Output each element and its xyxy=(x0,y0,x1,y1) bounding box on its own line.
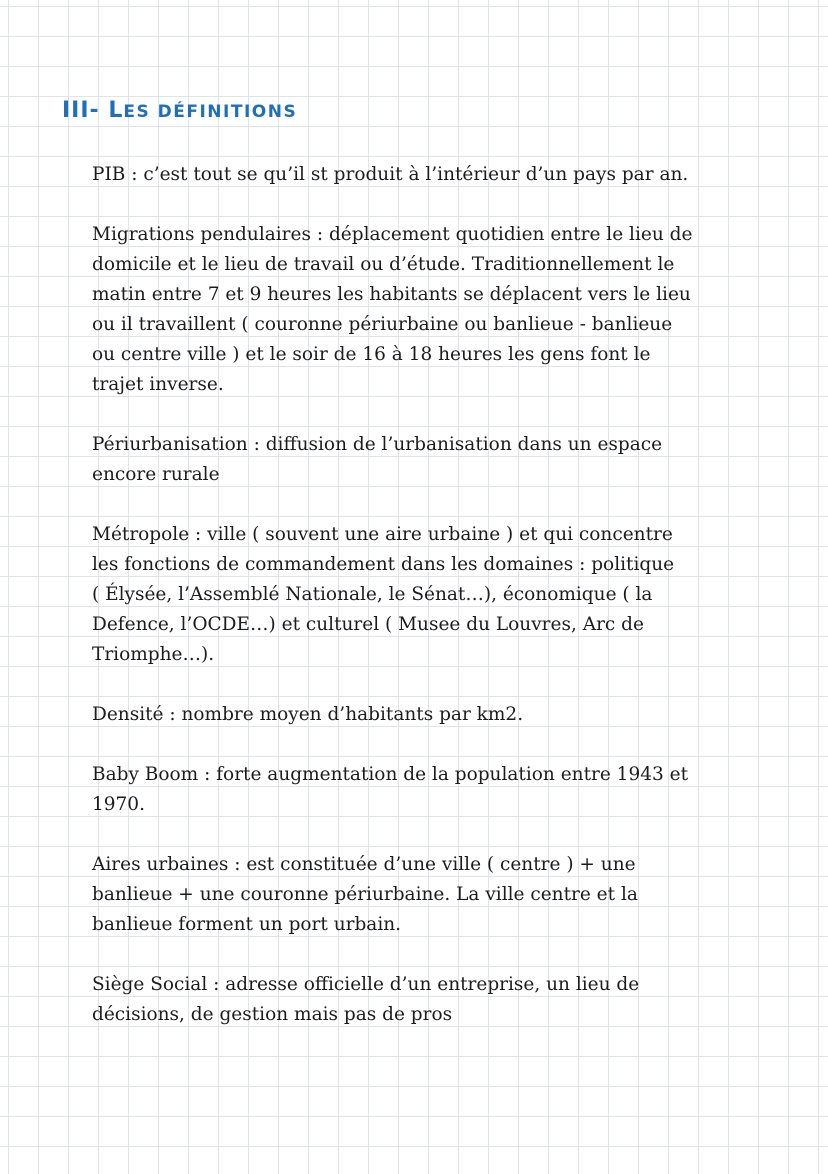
definition-baby-boom: Baby Boom : forte augmentation de la population entre 1943 et 1970. xyxy=(92,764,689,815)
section-title-prefix: III- L xyxy=(62,98,124,123)
section-title-rest: ES DÉFINITIONS xyxy=(123,102,298,122)
definition-densite: Densité : nombre moyen d’habitants par km2. xyxy=(92,704,524,725)
definition-migrations-pendulaires: Migrations pendulaires : déplacement quotidien entre le lieu de domicile et le lieu de travail ou d’étude. Traditionnellement le matin entre 7 et 9 heures les habitants se déplacent vers le lieu ou il travaillent ( couronne périurbaine ou banlieue - banlieue ou centre ville ) et le soir de 16 à 18 heures les gens font le trajet inverse. xyxy=(92,224,693,395)
definition-siege-social: Siège Social : adresse officielle d’un entreprise, un lieu de décisions, de gestion mais pas de pros xyxy=(92,974,640,1025)
definition-aires-urbaines: Aires urbaines : est constituée d’une ville ( centre ) + une banlieue + une couronne périurbaine. La ville centre et la banlieue forment un port urbain. xyxy=(92,854,638,935)
definitions-list xyxy=(92,160,732,1060)
definition-pib: PIB : c’est tout se qu’il st produit à l’intérieur d’un pays par an. xyxy=(92,164,689,185)
definition-periurbanisation: Périurbanisation : diffusion de l’urbanisation dans un espace encore rurale xyxy=(92,434,663,485)
section-title xyxy=(62,98,297,123)
definition-metropole: Métropole : ville ( souvent une aire urbaine ) et qui concentre les fonctions de commandement dans les domaines : politique ( Élysée, l’Assemblé Nationale, le Sénat…), économique ( la Defence, l’OCDE…) et culturel ( Musee du Louvres, Arc de Triomphe…). xyxy=(92,524,675,665)
